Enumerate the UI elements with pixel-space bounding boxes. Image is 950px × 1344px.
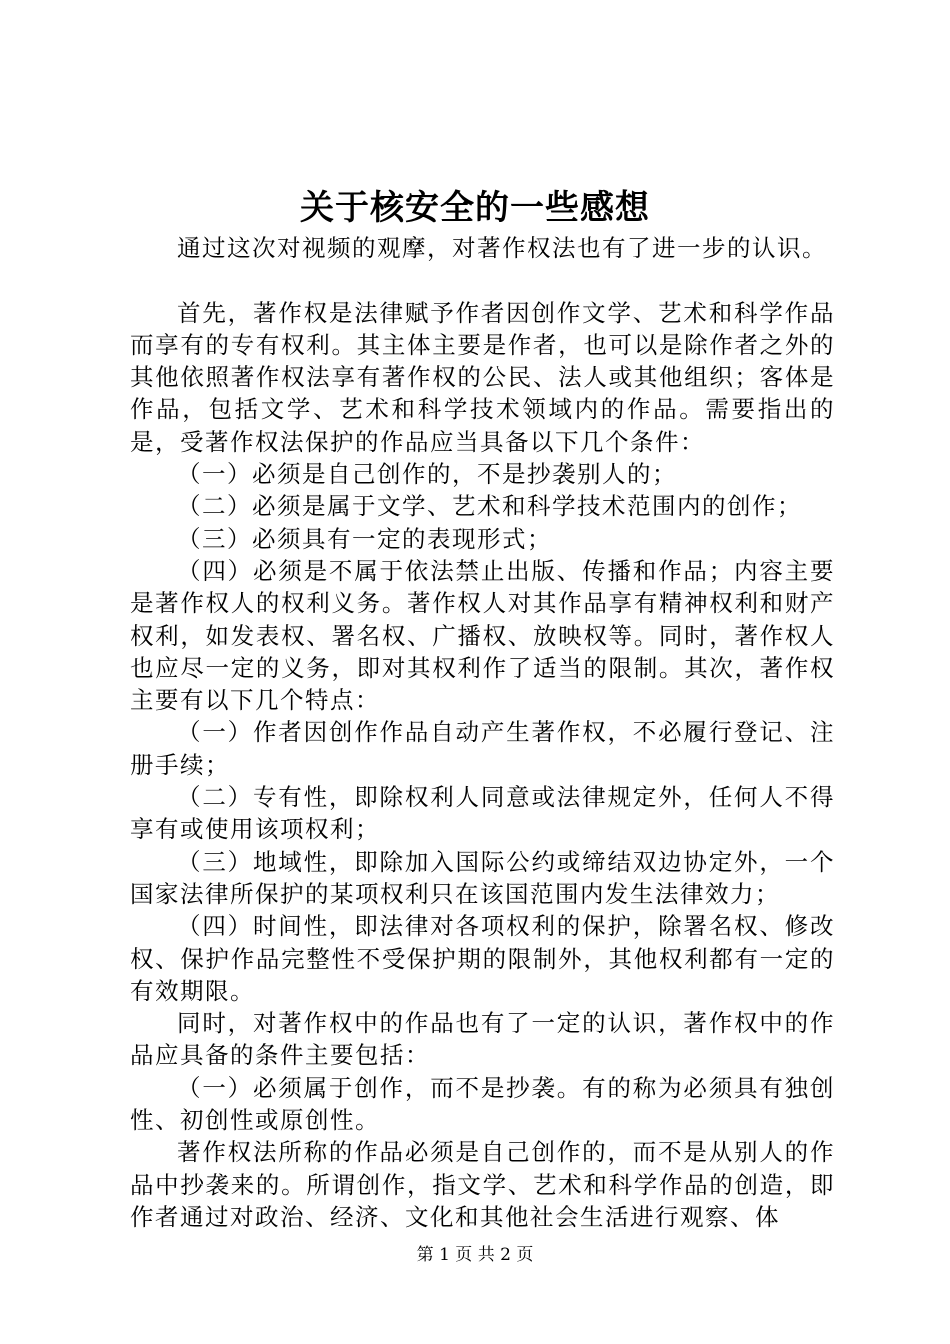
paragraph: （三）地域性，即除加入国际公约或缔结双边协定外，一个国家法律所保护的某项权利只在该国范围内发生法律效力；	[130, 847, 835, 908]
page-number-footer: 第 1 页 共 2 页	[416, 1245, 534, 1265]
paragraph-intro: 通过这次对视频的观摩，对著作权法也有了进一步的认识。	[177, 234, 827, 262]
document-body	[130, 232, 835, 1233]
paragraph: 首先，著作权是法律赋予作者因创作文学、艺术和科学作品而享有的专有权利。其主体主要是作者，也可以是除作者之外的其他依照著作权法享有著作权的公民、法人或其他组织；客体是作品，包括文学、艺术和科学技术领域内的作品。需要指出的是，受著作权法保护的作品应当具备以下几个条件：	[130, 298, 835, 456]
paragraph: 著作权法所称的作品必须是自己创作的，而不是从别人的作品中抄袭来的。所谓创作，指文学、艺术和科学作品的创造，即作者通过对政治、经济、文化和其他社会生活进行观察、体	[130, 1138, 835, 1231]
paragraph: （二）专有性，即除权利人同意或法律规定外，任何人不得享有或使用该项权利；	[130, 783, 835, 844]
paragraph: （一）作者因创作作品自动产生著作权，不必履行登记、注册手续；	[130, 718, 835, 779]
paragraph: （一）必须属于创作，而不是抄袭。有的称为必须具有独创性、初创性或原创性。	[130, 1073, 835, 1135]
paragraph: （四）时间性，即法律对各项权利的保护，除署名权、修改权、保护作品完整性不受保护期的限制外，其他权利都有一定的有效期限。	[130, 912, 835, 1005]
paragraph: （四）必须是不属于依法禁止出版、传播和作品；内容主要是著作权人的权利义务。著作权人对其作品享有精神权利和财产权利，如发表权、署名权、广播权、放映权等。同时，著作权人也应尽一定的义务，即对其权利作了适当的限制。其次，著作权主要有以下几个特点：	[130, 556, 835, 715]
paragraph: （一）必须是自己创作的，不是抄袭别人的；	[177, 460, 677, 489]
paragraph-gap	[130, 264, 835, 296]
paragraph: （二）必须是属于文学、艺术和科学技术范围内的创作；	[177, 492, 802, 521]
paragraph: 同时，对著作权中的作品也有了一定的认识，著作权中的作品应具备的条件主要包括：	[130, 1009, 835, 1070]
document-title: 关于核安全的一些感想	[300, 188, 650, 228]
paragraph: （三）必须具有一定的表现形式；	[177, 524, 552, 553]
